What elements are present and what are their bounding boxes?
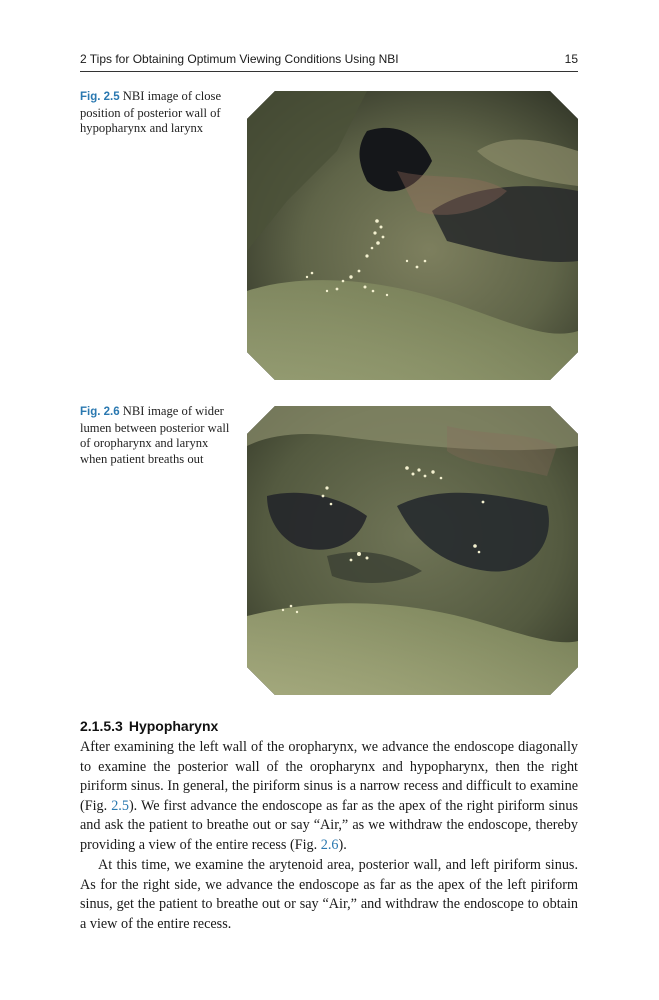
paragraph-text: After examining the left wall of the oropharynx, we advance the endoscope diagonally to examine the posterior wall of the oropharynx and hypopharynx, then the right piriform sinus. In general, the piriform sinus is a narrow recess and difficult to examine (Fig.: [80, 739, 578, 814]
figure-reference-link[interactable]: 2.5: [111, 797, 129, 814]
page-number: 15: [564, 52, 578, 66]
chapter-title: 2 Tips for Obtaining Optimum Viewing Conditions Using NBI: [80, 52, 399, 66]
figure-caption-text: NBI image of close position of posterior wall of hypopharynx and larynx: [80, 89, 222, 135]
endoscopy-image-1: [247, 91, 578, 380]
paragraph-text: ). We first advance the endoscope as far as the apex of the right piriform sinus and ask the patient to breathe out or say “Air,” as we withdraw the endoscope, thereby providing a view of the entire recess (Fig.: [80, 797, 578, 853]
figure-caption-2-6: [80, 404, 236, 467]
paragraph-text: ).: [338, 836, 347, 853]
figure-label: Fig. 2.5: [80, 91, 120, 103]
endoscopy-image-2: [247, 406, 578, 695]
header-rule: [80, 71, 578, 72]
section-heading: [80, 718, 218, 734]
figure-label: Fig. 2.6: [80, 406, 120, 418]
paragraph-1: [80, 738, 578, 855]
figure-reference-link[interactable]: 2.6: [320, 836, 339, 853]
running-head: [80, 52, 578, 66]
figure-caption-2-5: [80, 89, 236, 137]
figure-caption-text: NBI image of wider lumen between posterior wall of oropharynx and larynx when patient breaths out: [80, 404, 230, 466]
section-number: 2.1.5.3: [80, 718, 123, 734]
paragraph-2: At this time, we examine the arytenoid area, posterior wall, and left piriform sinus. As for the right side, we advance the endoscope as far as the apex of the left piriform sinus, get the patient to breathe out or say “Air,” and withdraw the endoscope to obtain a view of the entire recess.: [80, 857, 578, 932]
body-text: [80, 738, 578, 934]
section-title: Hypopharynx: [128, 718, 219, 734]
